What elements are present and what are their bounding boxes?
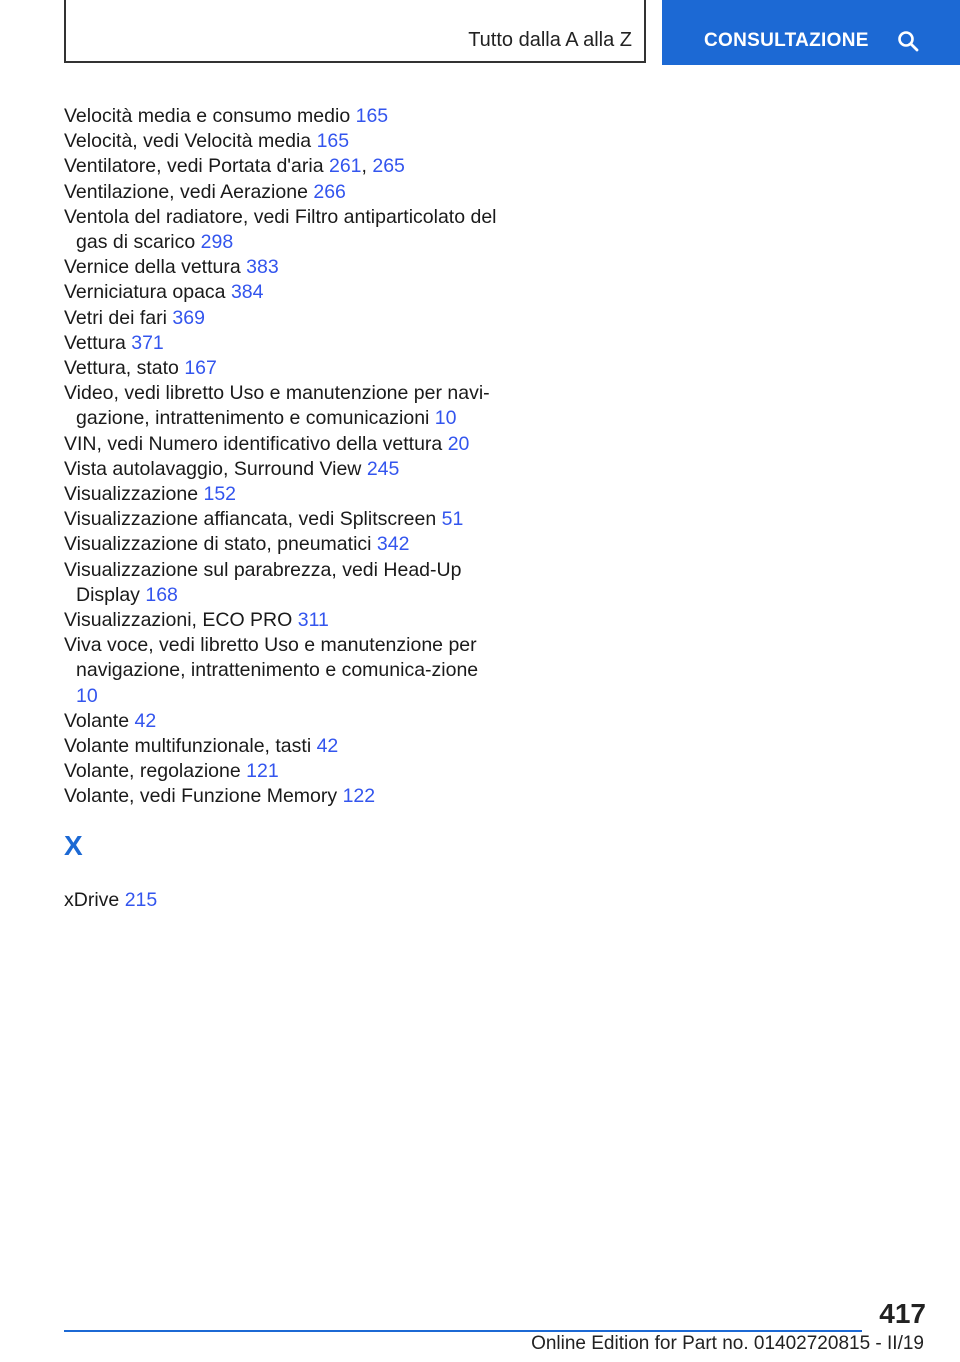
page-link[interactable]: 383: [246, 256, 279, 279]
letter-heading: X: [64, 830, 83, 861]
index-list: [64, 104, 504, 810]
footer-text: Online Edition for Part no. 01402720815 - II/19: [531, 1333, 924, 1354]
section-tab[interactable]: [662, 0, 960, 65]
entry-text: Vettura, stato: [64, 357, 179, 380]
entry-text: Visualizzazione sul parabrezza, vedi Head-Up Display: [64, 558, 462, 606]
page-link[interactable]: 152: [203, 483, 237, 506]
entry-text: Volante: [64, 709, 130, 732]
index-entry: [64, 306, 504, 331]
index-entry: [64, 558, 504, 608]
page-link[interactable]: 371: [131, 331, 164, 354]
page-link[interactable]: 215: [124, 889, 158, 911]
page-link[interactable]: 51: [441, 508, 464, 531]
entry-text: Vernice della vettura: [64, 256, 241, 279]
page-link[interactable]: 165: [355, 105, 389, 127]
index-entry: [64, 104, 504, 129]
entry-text: Video, vedi libretto Uso e manutenzione per navi-gazione, intrattenimento e comunicazioni: [64, 382, 490, 430]
entry-text: Visualizzazioni, ECO PRO: [64, 609, 293, 632]
index-entry: [64, 356, 504, 381]
footer-divider: [64, 1330, 862, 1332]
index-list-x: [64, 888, 504, 913]
page-link[interactable]: 311: [297, 609, 329, 632]
page-link[interactable]: 10: [76, 684, 98, 707]
index-entry: [64, 180, 504, 205]
header-title-box: [64, 0, 646, 63]
header-title: Tutto dalla A alla Z: [468, 29, 632, 51]
page-link[interactable]: 121: [246, 760, 279, 783]
index-entry: [64, 432, 504, 457]
entry-text: VIN, vedi Numero identificativo della vettura: [64, 432, 443, 455]
page-link[interactable]: 42: [134, 709, 157, 732]
index-entry: [64, 507, 504, 532]
page-link[interactable]: 369: [172, 306, 205, 329]
entry-text: Volante multifunzionale, tasti: [64, 735, 312, 758]
entry-text: Ventilazione, vedi Aerazione: [64, 180, 308, 203]
entry-text: xDrive: [64, 889, 120, 911]
index-entry: [64, 205, 504, 255]
index-entry: [64, 888, 504, 913]
entry-text: Visualizzazione affiancata, vedi Splitscreen: [64, 508, 437, 531]
page-link[interactable]: 10: [434, 407, 457, 430]
entry-text: Ventilatore, vedi Portata d'aria: [64, 155, 324, 178]
index-entry: [64, 255, 504, 280]
index-entry: [64, 608, 504, 633]
entry-text: Visualizzazione di stato, pneumatici: [64, 533, 372, 556]
page-link[interactable]: 265: [372, 155, 405, 178]
page-link[interactable]: 261: [328, 155, 362, 178]
page-link[interactable]: 245: [366, 457, 400, 480]
index-entry: [64, 280, 504, 305]
index-entry: [64, 709, 504, 734]
index-entry: [64, 759, 504, 784]
entry-text: Vettura: [64, 331, 126, 354]
page-link[interactable]: 167: [184, 357, 217, 380]
entry-text: Vista autolavaggio, Surround View: [64, 457, 362, 480]
entry-text: Volante, regolazione: [64, 760, 241, 783]
page-link[interactable]: 342: [376, 533, 410, 556]
index-entry: [64, 784, 504, 809]
index-entry: [64, 734, 504, 759]
index-entry: [64, 482, 504, 507]
page-link[interactable]: 42: [316, 735, 339, 758]
entry-text: Visualizzazione: [64, 483, 199, 506]
index-entry: [64, 633, 504, 709]
entry-text: Velocità media e consumo medio: [64, 105, 351, 127]
index-entry: [64, 457, 504, 482]
entry-text: Velocità, vedi Velocità media: [64, 130, 312, 153]
search-icon[interactable]: [896, 29, 920, 53]
index-entry: [64, 532, 504, 557]
page-link[interactable]: 165: [316, 130, 350, 153]
index-entry: [64, 129, 504, 154]
page-link[interactable]: 122: [342, 785, 376, 808]
entry-text: Vetri dei fari: [64, 306, 167, 329]
section-label: CONSULTAZIONE: [704, 30, 869, 51]
page-link[interactable]: 266: [313, 180, 346, 203]
index-entry: Ventilatore, vedi Portata d'aria 261, 265: [64, 155, 405, 178]
page-number: 417: [879, 1298, 926, 1329]
index-entry: [64, 381, 504, 431]
page-link[interactable]: 168: [145, 583, 178, 606]
entry-text: Volante, vedi Funzione Memory: [64, 785, 338, 808]
page-link[interactable]: 298: [200, 231, 234, 254]
page-link[interactable]: 20: [447, 432, 470, 455]
entry-text: Ventola del radiatore, vedi Filtro antiparticolato del gas di scarico: [64, 205, 497, 254]
entry-text: Verniciatura opaca: [64, 281, 226, 304]
entry-text: Viva voce, vedi libretto Uso e manutenzione per navigazione, intrattenimento e comunica-zione: [64, 634, 479, 682]
page-link[interactable]: 384: [230, 281, 264, 304]
index-entry: [64, 331, 504, 356]
